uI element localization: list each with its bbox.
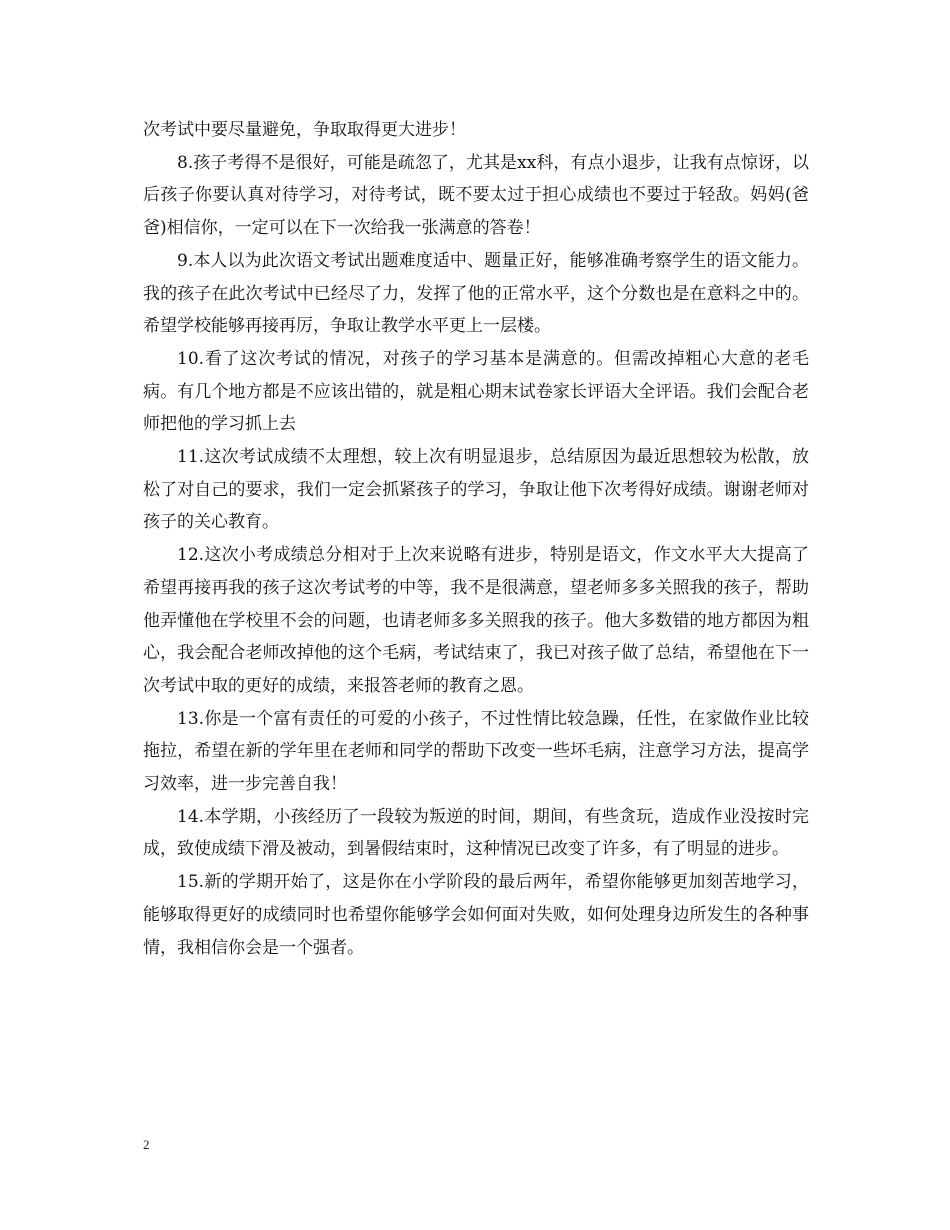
- paragraph-item-13: 13.你是一个富有责任的可爱的小孩子，不过性情比较急躁，任性，在家做作业比较拖拉，希望在新的学年里在老师和同学的帮助下改变一些坏毛病，注意学习方法，提高学习效率，进一步完善自我！: [143, 708, 809, 795]
- paragraph-item-9: 9.本人以为此次语文考试出题难度适中、题量正好，能够准确考察学生的语文能力。我的孩子在此次考试中已经尽了力，发挥了他的正常水平，这个分数也是在意料之中的。希望学校能够再接再厉，争取让教学水平更上一层楼。: [143, 250, 809, 337]
- paragraph-item-15: 15.新的学期开始了，这是你在小学阶段的最后两年，希望你能够更加刻苦地学习，能够取得更好的成绩同时也希望你能够学会如何面对失败，如何处理身边所发生的各种事情，我相信你会是一个强者。: [143, 872, 809, 958]
- paragraph-item-11: 11.这次考试成绩不太理想，较上次有明显退步，总结原因为最近思想较为松散，放松了对自己的要求，我们一定会抓紧孩子的学习，争取让他下次考得好成绩。谢谢老师对孩子的关心教育。: [143, 447, 809, 533]
- paragraph-item-8: 8.孩子考得不是很好，可能是疏忽了，尤其是xx科，有点小退步，让我有点惊讶，以后孩子你要认真对待学习，对待考试，既不要太过于担心成绩也不要过于轻敌。妈妈(爸爸)相信你，一定可以在下一次给我一张满意的答卷！: [143, 152, 809, 239]
- paragraph-item-10: 10.看了这次考试的情况，对孩子的学习基本是满意的。但需改掉粗心大意的老毛病。有几个地方都是不应该出错的，就是粗心期末试卷家长评语大全评语。我们会配合老师把他的学习抓上去: [143, 348, 809, 435]
- paragraph-continuation: 次考试中要尽量避免，争取取得更大进步！: [143, 120, 466, 140]
- paragraph-item-12: 12.这次小考成绩总分相对于上次来说略有进步，特别是语文，作文水平大大提高了希望再接再我的孩子这次考试考的中等，我不是很满意，望老师多多关照我的孩子，帮助他弄懂他在学校里不会的问题，也请老师多多关照我的孩子。他大多数错的地方都因为粗心，我会配合老师改掉他的这个毛病，考试结束了，我已对孩子做了总结，希望他在下一次考试中取的更好的成绩，来报答老师的教育之恩。: [143, 545, 809, 696]
- page-number: 2: [143, 1137, 150, 1152]
- paragraph-item-14: 14.本学期，小孩经历了一段较为叛逆的时间，期间，有些贪玩，造成作业没按时完成，致使成绩下滑及被动，到暑假结束时，这种情况已改变了许多，有了明显的进步。: [143, 806, 809, 860]
- document-body: [143, 114, 809, 964]
